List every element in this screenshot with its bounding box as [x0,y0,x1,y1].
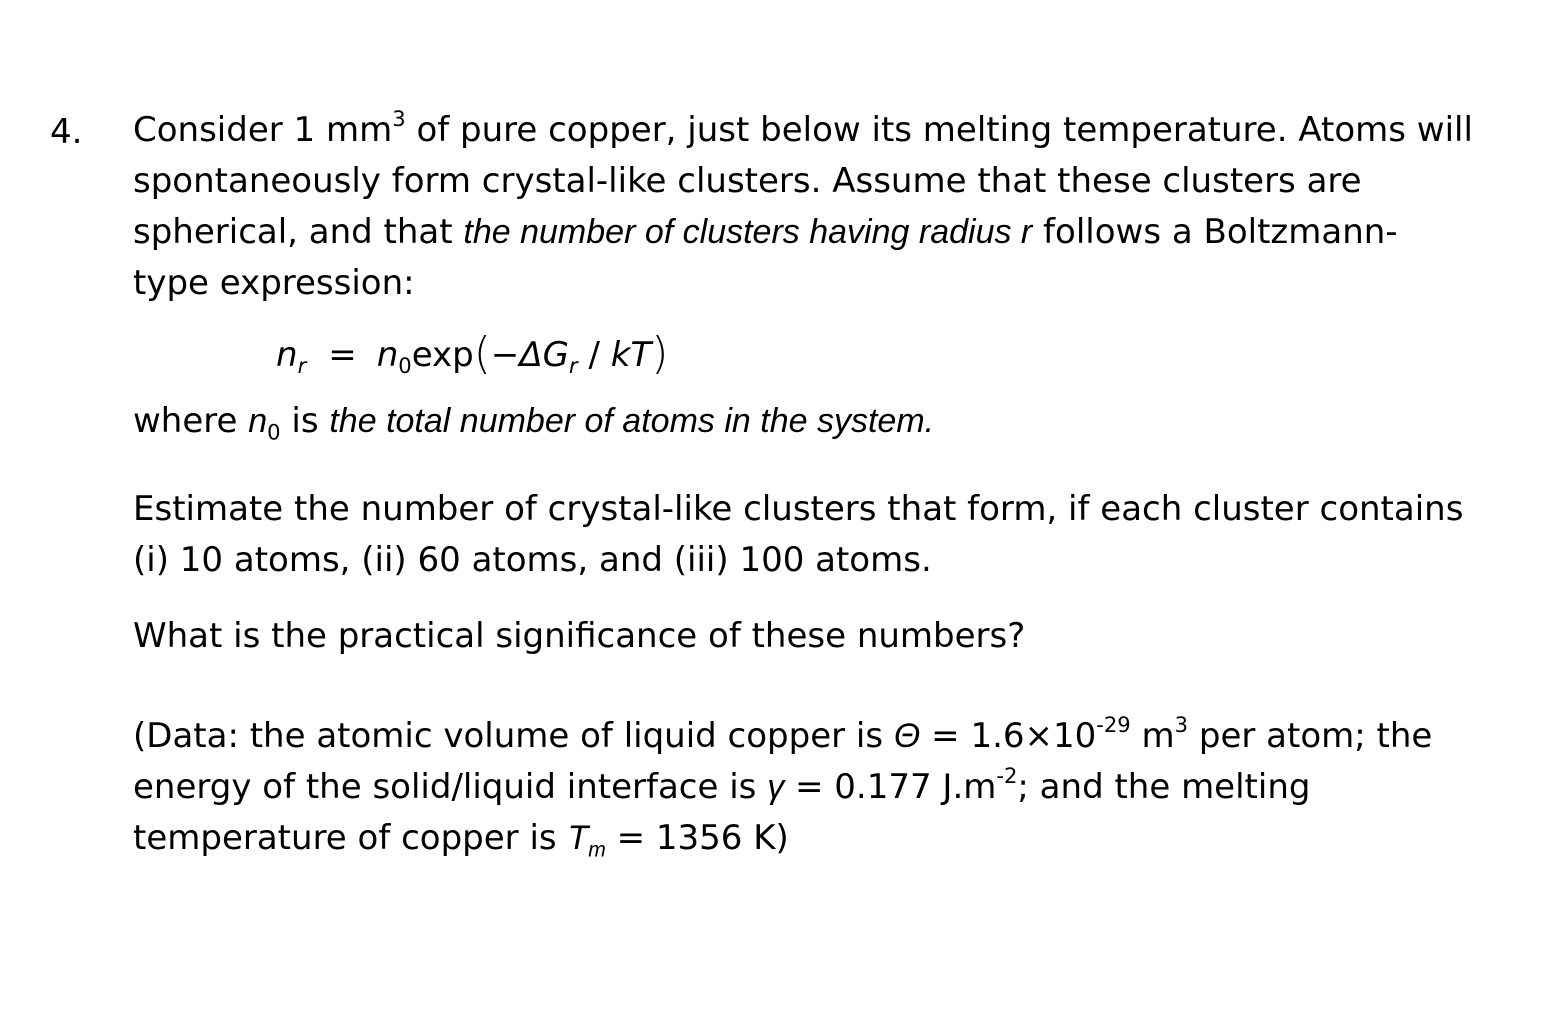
intro-italic-text: the number of clusters having radius r [463,213,1033,251]
intro-line-3 [133,207,1523,258]
where-text: where [133,401,249,441]
where-text: is [280,401,330,441]
eq-minus: − [490,334,520,375]
problem-intro [133,105,1523,309]
eq-slash: / [577,334,611,375]
data-line-3 [133,813,1523,864]
question-line: What is the practical significance of these numbers? [133,616,1026,656]
data-text: m [1130,716,1175,756]
where-line [133,396,1523,447]
data-line-2 [133,762,1523,813]
data-text: = 1.6×10 [920,716,1097,756]
data-line-1 [133,711,1523,762]
data-text: = 0.177 J.m [784,767,997,807]
exponent-superscript: -2 [996,762,1018,788]
exponent-superscript: -29 [1096,711,1131,737]
data-text: temperature of copper is [133,818,568,858]
intro-line-2: spontaneously form crystal-like clusters. Assume that these clusters are [133,161,1362,201]
where-clause [133,396,1523,447]
eq-left-paren: ( [473,328,491,379]
eq-delta-g-subscript: r [569,353,578,379]
question-paragraph [133,611,1523,662]
gamma-symbol: γ [767,768,785,806]
intro-text: follows a Boltzmann- [1032,212,1398,252]
data-text: per atom; the [1188,716,1433,756]
intro-text: spherical, and that [133,212,464,252]
estimate-line-2: (i) 10 atoms, (ii) 60 atoms, and (iii) 100 atoms. [133,540,932,580]
boltzmann-equation [276,326,668,383]
intro-text: Consider 1 mm [133,110,393,150]
eq-n0-subscript: 0 [398,353,412,379]
data-paragraph [133,711,1523,864]
where-n0-subscript: 0 [267,419,281,445]
eq-equals: = [328,334,357,375]
eq-kt: kT [610,334,652,375]
data-text: (Data: the atomic volume of liquid copper is [133,716,894,756]
tm-subscript: m [588,838,606,862]
tm-symbol: T [567,819,589,857]
eq-right-paren: ) [651,328,669,379]
intro-line-4: type expression: [133,263,415,303]
theta-symbol: Θ [893,717,921,755]
data-text: energy of the solid/liquid interface is [133,767,768,807]
data-text: ; and the melting [1017,767,1311,807]
where-n0: n [248,402,268,440]
intro-line-1 [133,105,1523,156]
eq-lhs-subscript: r [297,353,307,379]
eq-lhs: n [276,334,298,375]
data-text: = 1356 K) [605,818,789,858]
problem-number: 4. [50,112,83,152]
estimate-line-1: Estimate the number of crystal-like clusters that form, if each cluster contains [133,489,1464,529]
eq-n0: n [376,334,399,375]
estimate-paragraph [133,484,1523,586]
eq-delta-g: ΔG [519,334,570,375]
cubed-superscript: 3 [392,105,406,131]
cubed-superscript: 3 [1174,711,1189,737]
intro-text: of pure copper, just below its melting temperature. Atoms will [405,110,1473,150]
eq-exp: exp [411,334,474,375]
where-italic-text: the total number of atoms in the system. [329,402,935,440]
